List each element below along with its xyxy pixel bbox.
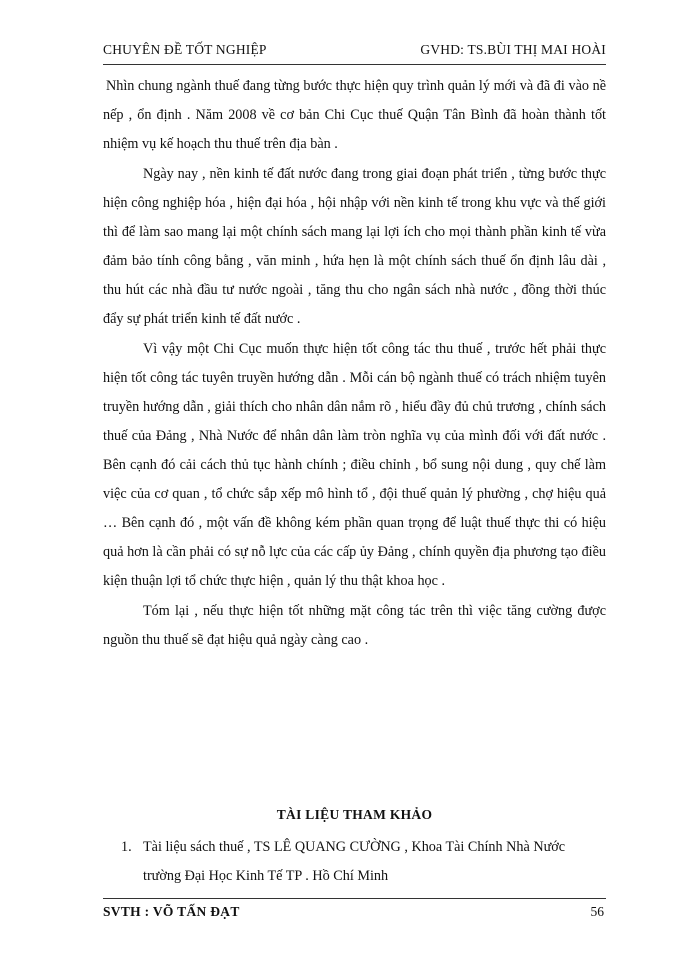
page-number: 56 (590, 904, 604, 919)
paragraph: Vì vậy một Chi Cục muốn thực hiện tốt công tác thu thuế , trước hết phải thực hiện tốt công tác tuyên truyền hướng dẫn . Mỗi cán bộ ngành thuế có trách nhiệm tuyên truyền hướng dẫn , giải thích cho nhân dân nắm rõ , hiểu đầy đủ chủ trương , chính sách thuế của Đảng , Nhà Nước để nhân dân làm tròn nghĩa vụ của mình đối với đất nước . Bên cạnh đó cải cách thủ tục hành chính ; điều chỉnh , bổ sung nội dung , quy chế làm việc của cơ quan , tổ chức sắp xếp mô hình tổ , đội thuế quản lý phường , chợ hiệu quả … Bên cạnh đó , một vấn đề không kém phần quan trọng để luật thuế thực thi có hiệu quả hơn là cần phải có sự nỗ lực của các cấp ủy Đảng , chính quyền địa phương tạo điều kiện thuận lợi tổ chức thực hiện , quản lý thu thật khoa học . (103, 341, 606, 589)
references-list (103, 833, 606, 891)
header-advisor: GVHD: TS.BÙI THỊ MAI HOÀI (420, 42, 606, 57)
paragraph: Nhìn chung ngành thuế đang từng bước thực hiện quy trình quản lý mới và đã đi vào nề nếp , ổn định . Năm 2008 về cơ bản Chi Cục thuế Quận Tân Bình đã hoàn thành tốt nhiệm vụ kế hoạch thu thuế trên địa bàn . (103, 78, 606, 152)
header-divider (103, 64, 606, 65)
document-body (103, 72, 606, 656)
footer-student: SVTH : VÕ TẤN ĐẠT (103, 904, 240, 919)
reference-item (103, 833, 606, 891)
header-document-title: CHUYÊN ĐỀ TỐT NGHIỆP (103, 42, 267, 57)
paragraph: Ngày nay , nền kinh tế đất nước đang trong giai đoạn phát triển , từng bước thực hiện công nghiệp hóa , hiện đại hóa , hội nhập với nền kinh tế trong khu vực và thế giới thì để làm sao mang lại một chính sách mang lại lợi ích cho mọi thành phần kinh tế vừa đảm bảo tính công bằng , văn minh , hứa hẹn là một chính sách thuế ổn định lâu dài , thu hút các nhà đầu tư nước ngoài , tăng thu cho ngân sách nhà nước , đồng thời thúc đẩy sự phát triển kinh tế đất nước . (103, 166, 606, 327)
references-heading: TÀI LIỆU THAM KHẢO (276, 807, 433, 822)
reference-number: 1. (121, 839, 132, 855)
footer-divider (103, 898, 606, 899)
reference-text: Tài liệu sách thuế , TS LÊ QUANG CƯỜNG , Khoa Tài Chính Nhà Nước trường Đại Học Kinh Tế TP . Hồ Chí Minh (143, 839, 566, 884)
page-footer (103, 904, 606, 924)
paragraph: Tóm lại , nếu thực hiện tốt những mặt công tác trên thì việc tăng cường được nguồn thu thuế sẽ đạt hiệu quả ngày càng cao . (103, 603, 606, 648)
page-header (103, 42, 606, 62)
